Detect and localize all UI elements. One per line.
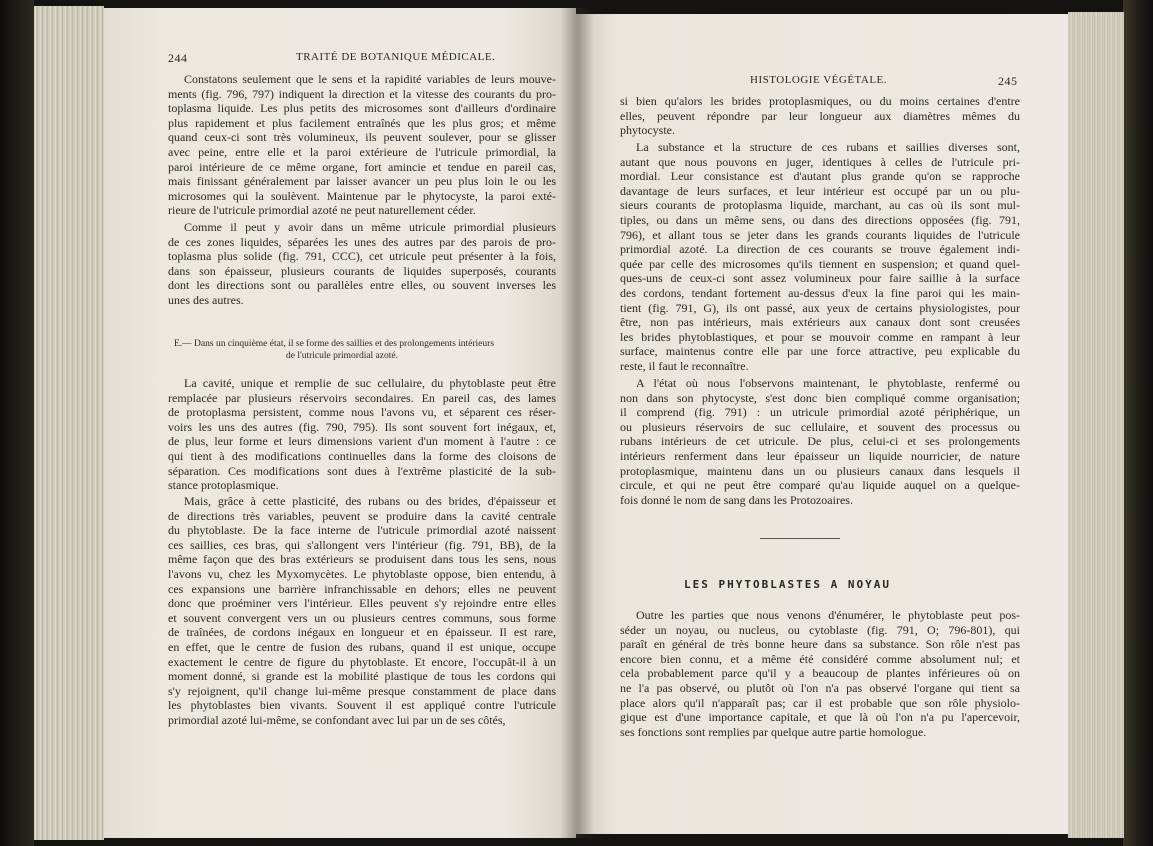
- text-line: mais finissant généralement par laisser avancer un peu plus loin le ou les: [168, 174, 556, 189]
- text-line: en effet, que le centre de fusion des rubans, quand il est unique, occupe: [168, 639, 556, 654]
- text-line: sieurs courants de protoplasma liquide, marchant, au cas où ils sont mul-: [620, 198, 1020, 213]
- page-edges-left: [34, 6, 104, 840]
- text-line: ne l'a pas observé, ou plutôt où l'on n'a pas observé l'organe qui tient sa: [620, 680, 1020, 695]
- text-line: davantage de leurs surfaces, et leur intérieur est occupé par un ou plu-: [620, 183, 1020, 198]
- text-line: Outre les parties que nous venons d'énumérer, le phytoblaste peut pos-: [636, 608, 1020, 622]
- left-paragraph-1: [168, 72, 556, 218]
- text-line: gique est d'une importance capitale, et que là où l'on n'a pu l'apercevoir,: [620, 710, 1020, 725]
- text-line: et souvent convergent vers un ou plusieurs centres communs, sous forme: [168, 610, 556, 625]
- text-line: ments (fig. 796, 797) indiquent la direction et la vitesse des courants du pro-: [168, 86, 556, 101]
- text-line: moment donné, si grande est la mobilité plastique de tous les cordons qui: [168, 669, 556, 684]
- text-line: être, non pas intérieurs, mais extérieurs aux canaux dont sont creusées: [620, 315, 1020, 330]
- left-running-header: [168, 51, 558, 66]
- text-line: donc que proéminer vers l'intérieur. Elles peuvent s'y rejoindre entre elles: [168, 596, 556, 611]
- text-line: paroi intérieure de ce même organe, fort amincie et tendue en pareil cas,: [168, 159, 556, 174]
- text-line: La substance et la structure de ces rubans et saillies diverses sont,: [636, 140, 1020, 154]
- text-line: de ces zones liquides, séparées les unes des autres par des parois de pro-: [168, 234, 556, 249]
- text-line: de traînées, de cordons inégaux en longueur et en épaisseur. Il est rare,: [168, 625, 556, 640]
- text-line: s'y rejoignent, qu'il change lui-même presque constamment de place dans: [168, 683, 556, 698]
- text-line: il comprend (fig. 791) : un utricule primordial azoté périphérique, un: [620, 405, 1020, 420]
- text-line: ces expansions une barrière infranchissable en dehors; elles ne peuvent: [168, 581, 556, 596]
- text-line: du phytoblaste. De la face interne de l'utricule primordial azoté naissent: [168, 523, 556, 538]
- text-line: La cavité, unique et remplie de suc cellulaire, du phytoblaste peut être: [184, 376, 556, 390]
- text-line: exactement le centre de figure du phytoblaste. Et encore, l'occupât-il à un: [168, 654, 556, 669]
- footnote-line-1: E.— Dans un cinquième état, il se forme des saillies et des prolongements intérieurs: [174, 339, 495, 349]
- text-line: même façon que des bras extérieurs se produisent dans tous les sens, nous: [168, 552, 556, 567]
- left-running-head: TRAITÉ DE BOTANIQUE MÉDICALE.: [296, 51, 496, 63]
- text-line: mordial. Leur consistance est d'autant plus grande qu'on se rapproche: [620, 169, 1020, 184]
- text-line: unes des autres.: [168, 292, 244, 307]
- text-line: plus rapidement et plus facilement entraînés que les plus gros; et même: [168, 115, 556, 130]
- text-line: autant que nous pouvons en juger, identiques à celles de l'utricule pri-: [620, 154, 1020, 169]
- right-paragraph-1: [620, 94, 1020, 138]
- right-page: [576, 14, 1068, 834]
- text-line: ces saillies, ces bras, qui s'allongent vers l'intérieur (fig. 791, BB), de la: [168, 537, 556, 552]
- text-line: fois donné le nom de sang dans les Protozoaires.: [620, 492, 853, 507]
- text-line: qui tient à des modifications continuelles dans la forme des cloisons de: [168, 448, 556, 463]
- scanner-border-left: [0, 0, 34, 846]
- left-paragraph-2: [168, 220, 556, 308]
- text-line: primordial azoté. La direction de ces courants se trouve également indi-: [620, 242, 1020, 257]
- book-gutter: [560, 8, 594, 838]
- text-line: phytocyste.: [620, 123, 675, 138]
- text-line: ques-uns de ceux-ci sont assez volumineux pour faire saillie à la surface: [620, 271, 1020, 286]
- text-line: l'avons vu, chez les Myxomycètes. Le phytoblaste oppose, bien entendu, à: [168, 566, 556, 581]
- text-line: primordial azoté lui-même, se confondant avec lui par un de ses côtés,: [168, 712, 506, 727]
- text-line: de protoplasma persistent, comme nous l'avons vu, et séparent ces réser-: [168, 405, 556, 420]
- text-line: Mais, grâce à cette plasticité, des rubans ou des brides, d'épaisseur et: [184, 494, 556, 508]
- text-line: avec peine, entre elle et la paroi extérieure de l'utricule primordial, la: [168, 144, 556, 159]
- text-line: rubans intérieurs de cet utricule. De plus, celui-ci et ses prolongements: [620, 434, 1020, 449]
- text-line: encore bien connu, et a même été considéré comme absolument nul; et: [620, 651, 1020, 666]
- right-running-head: HISTOLOGIE VÉGÉTALE.: [750, 74, 888, 86]
- text-line: de directions très variables, peuvent se produire dans la cavité centrale: [168, 508, 556, 523]
- text-line: de plus, leur forme et leurs dimensions varient d'un moment à l'autre : ce: [168, 434, 556, 449]
- right-paragraph-4: [620, 608, 1020, 739]
- text-line: dans son épaisseur, plusieurs courants de liquides superposés, courants: [168, 263, 556, 278]
- text-line: quand ceux-ci sont très volumineux, ils peuvent soulever, pour se glisser: [168, 130, 556, 145]
- text-line: place alors qu'il n'apparaît pas; car il est probable que son rôle physiolo-: [620, 695, 1020, 710]
- left-paragraph-3: [168, 376, 556, 493]
- text-line: intérieurs renferment dans leur épaisseur un liquide nourricier, de nature: [620, 448, 1020, 463]
- text-line: les phytoblastes bien vivants. Souvent il est appliqué contre l'utricule: [168, 698, 556, 713]
- text-line: circule, et qui ne peut être comparé qu'au liquide auquel on a quelque-: [620, 478, 1020, 493]
- left-page: [104, 8, 576, 838]
- text-line: ses fonctions sont remplies par quelque autre partie homologue.: [620, 724, 927, 739]
- text-line: séparation. Ces modifications sont dues à l'extrême plasticité de la sub-: [168, 463, 556, 478]
- text-line: Constatons seulement que le sens et la rapidité variables de leurs mouve-: [184, 72, 556, 86]
- text-line: cela probablement parce qu'il y a beaucoup de plantes inférieures où on: [620, 666, 1020, 681]
- text-line: séder un noyau, ou nucleus, ou cytoblaste (fig. 791, O; 796-801), qui: [620, 622, 1020, 637]
- text-line: remplacée par plusieurs réservoirs secondaires. En pareil cas, des lames: [168, 390, 556, 405]
- text-line: si bien qu'alors les brides protoplasmiques, ou du moins certaines d'entre: [620, 94, 1020, 108]
- text-line: tient (fig. 791, G), ils ont passé, aux yeux de certains physiologistes, pour: [620, 300, 1020, 315]
- text-line: toplasma liquide. Les plus petits des microsomes sont d'ailleurs d'ordinaire: [168, 101, 556, 116]
- text-line: des cordons, tendant fortement au-dessus d'eux la fine paroi qui les main-: [620, 285, 1020, 300]
- section-title: LES PHYTOBLASTES A NOYAU: [684, 578, 891, 591]
- text-line: microsomes qui la soulèvent. Maintenue par le phytocyste, la paroi exté-: [168, 188, 556, 203]
- text-line: A l'état où nous l'observons maintenant, le phytoblaste, renfermé ou: [636, 376, 1020, 390]
- text-line: rieure de l'utricule primordial azoté ne peut naturellement céder.: [168, 203, 476, 218]
- left-page-number: 244: [168, 51, 188, 65]
- right-paragraph-2: [620, 140, 1020, 374]
- text-line: dont les directions sont ou parallèles entre elles, ou souvent inverses les: [168, 278, 556, 293]
- text-line: toplasma plus solide (fig. 791, CCC), cet utricule peut présenter à la fois,: [168, 249, 556, 264]
- right-page-number: 245: [998, 74, 1018, 88]
- text-line: voirs les uns des autres (fig. 790, 795). Ils sont souvent fort inégaux, et,: [168, 419, 556, 434]
- text-line: quée par celle des microsomes qu'ils tiennent en suspension; et quand quel-: [620, 256, 1020, 271]
- text-line: tiples, ou dans un même sens, ou dans des directions opposées (fig. 791,: [620, 212, 1020, 227]
- right-paragraph-3: [620, 376, 1020, 507]
- text-line: stance protoplasmique.: [168, 478, 279, 493]
- footnote: [174, 338, 554, 362]
- text-line: Comme il peut y avoir dans un même utricule primordial plusieurs: [184, 220, 556, 234]
- text-line: reste, il faut le reconnaître.: [620, 358, 749, 373]
- page-edges-right: [1068, 12, 1124, 838]
- text-line: paraît en général de très bonne heure dans sa substance. Son rôle n'est pas: [620, 637, 1020, 652]
- section-divider: [760, 538, 840, 539]
- left-paragraph-4: [168, 494, 556, 728]
- text-line: les brides phytoblastiques, et pour se mouvoir comme en rampant à leur: [620, 329, 1020, 344]
- text-line: 796), et allant tous se jeter dans les grands courants liquides de l'utricule: [620, 227, 1020, 242]
- scanner-border-right: [1123, 0, 1153, 846]
- text-line: elles, peuvent répondre par leur longueur aux diamètres mêmes du: [620, 108, 1020, 123]
- footnote-line-2: de l'utricule primordial azoté.: [286, 351, 398, 361]
- text-line: non dans son phytocyste, s'est donc bien compliqué comme organisation;: [620, 390, 1020, 405]
- text-line: protoplasmique, maintenu dans un ou plusieurs canaux dans lesquels il: [620, 463, 1020, 478]
- text-line: surface, maintenus contre elle par une force attractive, peu explicable du: [620, 344, 1020, 359]
- text-line: ou plusieurs réservoirs de suc cellulaire, et souvent des processus ou: [620, 419, 1020, 434]
